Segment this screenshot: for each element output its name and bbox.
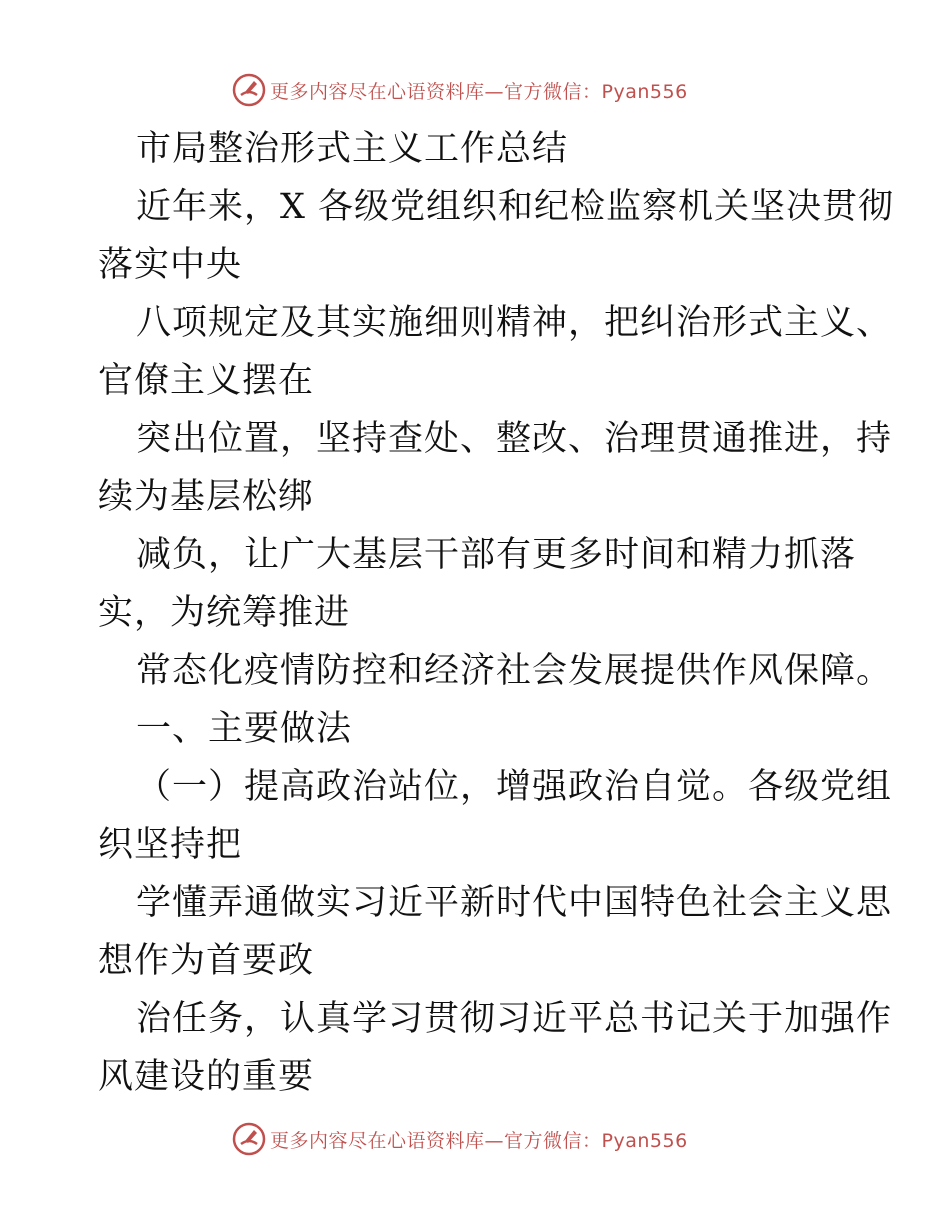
paragraph-line: 八项规定及其实施细则精神，把纠治形式主义、 — [136, 303, 893, 343]
paragraph-line: 风建设的重要 — [98, 1057, 315, 1097]
paragraph-line: 突出位置，坚持查处、整改、治理贯通推进，持 — [136, 419, 893, 459]
banner-text: 更多内容尽在心语资料库—官方微信：Pyan556 — [270, 80, 688, 103]
paragraph-line: 减负，让广大基层干部有更多时间和精力抓落 — [136, 535, 857, 575]
document-body — [98, 120, 895, 1106]
paragraph-line: 落实中央 — [98, 245, 243, 285]
book-pen-logo-icon — [232, 1122, 266, 1156]
paragraph-line: 官僚主义摆在 — [98, 361, 315, 401]
paragraph-line: （一）提高政治站位，增强政治自觉。各级党组 — [136, 767, 893, 807]
paragraph-line: 想作为首要政 — [98, 941, 315, 981]
paragraph-line: 近年来，X 各级党组织和纪检监察机关坚决贯彻 — [136, 187, 895, 227]
paragraph-line: 学懂弄通做实习近平新时代中国特色社会主义思 — [136, 883, 893, 923]
book-pen-logo-icon — [232, 73, 266, 107]
banner-text: 更多内容尽在心语资料库—官方微信：Pyan556 — [270, 1129, 688, 1152]
header-banner — [232, 70, 688, 110]
paragraph-line: 常态化疫情防控和经济社会发展提供作风保障。 — [136, 651, 893, 691]
paragraph-line: 治任务，认真学习贯彻习近平总书记关于加强作 — [136, 999, 893, 1039]
paragraph-line: 续为基层松绑 — [98, 477, 315, 517]
paragraph-line: 实，为统筹推进 — [98, 593, 351, 633]
document-title: 市局整治形式主义工作总结 — [136, 129, 569, 169]
footer-banner — [232, 1119, 688, 1159]
paragraph-line: 一、主要做法 — [136, 709, 353, 749]
paragraph-line: 织坚持把 — [98, 825, 243, 865]
